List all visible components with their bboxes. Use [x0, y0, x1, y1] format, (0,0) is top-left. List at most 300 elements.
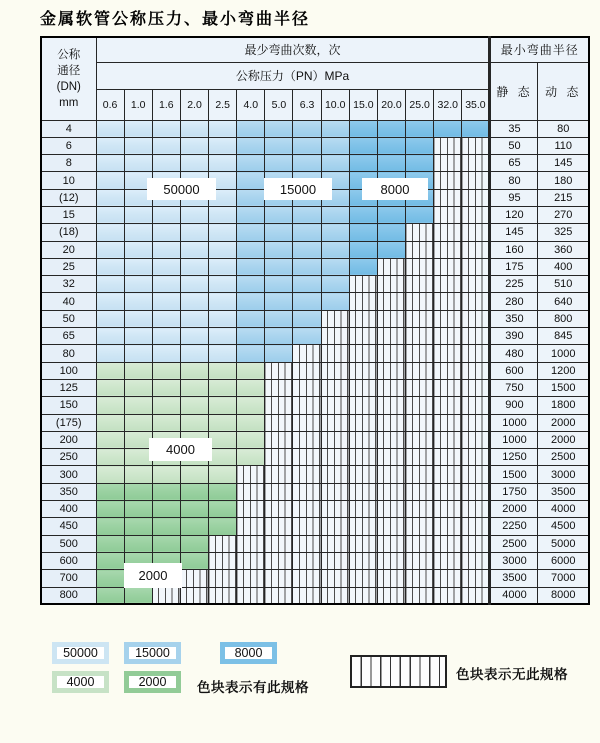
dynamic-radius-cell: 845 — [538, 328, 589, 345]
spec-available-cell — [377, 120, 405, 137]
dynamic-radius-cell: 2500 — [538, 449, 589, 466]
spec-available-cell — [180, 155, 208, 172]
no-spec-cell — [377, 552, 405, 569]
no-spec-cell — [462, 535, 490, 552]
no-spec-cell — [349, 276, 377, 293]
no-spec-cell — [265, 570, 293, 587]
header-pressure-value: 1.0 — [124, 89, 152, 120]
no-spec-cell — [434, 397, 462, 414]
no-spec-cell — [349, 535, 377, 552]
static-radius-cell: 160 — [490, 241, 538, 258]
no-spec-cell — [349, 328, 377, 345]
spec-available-cell — [152, 155, 180, 172]
table-row — [41, 379, 589, 396]
cycles-label-15000: 15000 — [264, 178, 332, 200]
spec-available-cell — [180, 293, 208, 310]
spec-available-cell — [349, 137, 377, 154]
spec-available-cell — [321, 137, 349, 154]
cycles-label-2000: 2000 — [124, 563, 182, 588]
no-spec-cell — [377, 449, 405, 466]
no-spec-cell — [265, 414, 293, 431]
static-radius-cell: 80 — [490, 172, 538, 189]
spec-available-cell — [293, 137, 321, 154]
spec-available-cell — [209, 120, 237, 137]
table-row — [41, 155, 589, 172]
spec-available-cell — [96, 172, 124, 189]
no-spec-cell — [406, 328, 434, 345]
table-row — [41, 535, 589, 552]
legend-value-50000: 50000 — [63, 646, 98, 660]
static-radius-cell: 900 — [490, 397, 538, 414]
table-row — [41, 258, 589, 275]
no-spec-cell — [406, 552, 434, 569]
spec-available-cell — [96, 120, 124, 137]
no-spec-cell — [462, 137, 490, 154]
spec-available-cell — [124, 276, 152, 293]
spec-available-cell — [237, 345, 265, 362]
dn-cell: 500 — [41, 535, 96, 552]
spec-available-cell — [237, 362, 265, 379]
no-spec-cell — [321, 518, 349, 535]
header-nominal-pressure: 公称压力（PN）MPa — [96, 62, 490, 89]
dynamic-radius-cell: 1800 — [538, 397, 589, 414]
no-spec-cell — [377, 518, 405, 535]
no-spec-cell — [462, 552, 490, 569]
dn-cell: 150 — [41, 397, 96, 414]
no-spec-cell — [349, 397, 377, 414]
no-spec-cell — [265, 552, 293, 569]
no-spec-cell — [265, 518, 293, 535]
no-spec-cell — [237, 570, 265, 587]
static-radius-cell: 50 — [490, 137, 538, 154]
no-spec-cell — [293, 431, 321, 448]
dn-cell: 700 — [41, 570, 96, 587]
spec-available-cell — [180, 466, 208, 483]
spec-available-cell — [406, 120, 434, 137]
table-row — [41, 310, 589, 327]
spec-available-cell — [209, 518, 237, 535]
legend-swatch-50000 — [52, 642, 109, 664]
dn-cell: 32 — [41, 276, 96, 293]
spec-available-cell — [293, 206, 321, 223]
dn-cell: 40 — [41, 293, 96, 310]
no-spec-cell — [349, 587, 377, 604]
spec-available-cell — [209, 155, 237, 172]
no-spec-cell — [321, 483, 349, 500]
no-spec-cell — [462, 328, 490, 345]
spec-available-cell — [293, 258, 321, 275]
table-row — [41, 276, 589, 293]
spec-available-cell — [265, 120, 293, 137]
no-spec-cell — [406, 293, 434, 310]
spec-available-cell — [209, 328, 237, 345]
no-spec-cell — [406, 501, 434, 518]
no-spec-cell — [434, 206, 462, 223]
header-pressure-value: 32.0 — [434, 89, 462, 120]
dn-cell: 400 — [41, 501, 96, 518]
no-spec-cell — [293, 535, 321, 552]
no-spec-cell — [462, 362, 490, 379]
dynamic-radius-cell: 5000 — [538, 535, 589, 552]
spec-available-cell — [152, 224, 180, 241]
spec-available-cell — [152, 362, 180, 379]
no-spec-cell — [321, 397, 349, 414]
dynamic-radius-cell: 1500 — [538, 379, 589, 396]
no-spec-cell — [406, 466, 434, 483]
no-spec-cell — [293, 570, 321, 587]
spec-available-cell — [124, 206, 152, 223]
spec-available-cell — [180, 501, 208, 518]
no-spec-cell — [406, 483, 434, 500]
table-row — [41, 483, 589, 500]
header-pressure-value: 20.0 — [377, 89, 405, 120]
spec-available-cell — [265, 206, 293, 223]
no-spec-cell — [321, 535, 349, 552]
dynamic-radius-cell: 510 — [538, 276, 589, 293]
static-radius-cell: 145 — [490, 224, 538, 241]
no-spec-cell — [209, 552, 237, 569]
no-spec-cell — [462, 397, 490, 414]
dynamic-radius-cell: 800 — [538, 310, 589, 327]
spec-available-cell — [237, 155, 265, 172]
spec-available-cell — [209, 293, 237, 310]
spec-available-cell — [237, 449, 265, 466]
spec-available-cell — [349, 224, 377, 241]
no-spec-cell — [462, 518, 490, 535]
static-radius-cell: 3000 — [490, 552, 538, 569]
spec-available-cell — [96, 535, 124, 552]
no-spec-cell — [434, 328, 462, 345]
spec-available-cell — [180, 137, 208, 154]
table-row — [41, 345, 589, 362]
legend-no-spec-swatch — [350, 655, 447, 688]
no-spec-cell — [462, 345, 490, 362]
no-spec-cell — [265, 379, 293, 396]
dn-cell: (18) — [41, 224, 96, 241]
no-spec-cell — [377, 310, 405, 327]
no-spec-cell — [321, 466, 349, 483]
spec-available-cell — [349, 241, 377, 258]
no-spec-cell — [434, 587, 462, 604]
table-row — [41, 518, 589, 535]
no-spec-cell — [406, 449, 434, 466]
dynamic-radius-cell: 360 — [538, 241, 589, 258]
spec-available-cell — [152, 345, 180, 362]
spec-available-cell — [237, 414, 265, 431]
spec-available-cell — [152, 241, 180, 258]
static-radius-cell: 280 — [490, 293, 538, 310]
dynamic-radius-cell: 80 — [538, 120, 589, 137]
no-spec-cell — [377, 587, 405, 604]
spec-available-cell — [209, 501, 237, 518]
spec-available-cell — [180, 120, 208, 137]
legend-value-15000: 15000 — [135, 646, 170, 660]
header-pressure-value: 35.0 — [462, 89, 490, 120]
spec-available-cell — [152, 276, 180, 293]
no-spec-cell — [377, 258, 405, 275]
no-spec-cell — [209, 535, 237, 552]
no-spec-cell — [321, 362, 349, 379]
spec-available-cell — [152, 120, 180, 137]
no-spec-cell — [406, 414, 434, 431]
table-row — [41, 397, 589, 414]
dn-cell: 800 — [41, 587, 96, 604]
spec-available-cell — [293, 276, 321, 293]
spec-available-cell — [124, 379, 152, 396]
spec-available-cell — [209, 362, 237, 379]
no-spec-cell — [293, 587, 321, 604]
static-radius-cell: 600 — [490, 362, 538, 379]
spec-available-cell — [209, 449, 237, 466]
header-pressure-value: 15.0 — [349, 89, 377, 120]
no-spec-cell — [265, 397, 293, 414]
no-spec-cell — [377, 431, 405, 448]
dn-cell: 4 — [41, 120, 96, 137]
no-spec-cell — [434, 258, 462, 275]
no-spec-cell — [321, 431, 349, 448]
legend-value-2000: 2000 — [138, 675, 167, 689]
dynamic-radius-cell: 145 — [538, 155, 589, 172]
spec-available-cell — [293, 120, 321, 137]
spec-available-cell — [265, 345, 293, 362]
no-spec-cell — [462, 379, 490, 396]
spec-available-cell — [237, 379, 265, 396]
static-radius-cell: 1000 — [490, 431, 538, 448]
no-spec-cell — [293, 362, 321, 379]
dynamic-radius-cell: 3500 — [538, 483, 589, 500]
spec-available-cell — [237, 189, 265, 206]
static-radius-cell: 1250 — [490, 449, 538, 466]
spec-available-cell — [124, 310, 152, 327]
spec-available-cell — [293, 155, 321, 172]
no-spec-cell — [321, 328, 349, 345]
table-row — [41, 501, 589, 518]
spec-available-cell — [180, 276, 208, 293]
no-spec-cell — [434, 379, 462, 396]
table-row — [41, 120, 589, 137]
no-spec-cell — [462, 431, 490, 448]
spec-available-cell — [237, 241, 265, 258]
dynamic-radius-cell: 215 — [538, 189, 589, 206]
no-spec-cell — [237, 552, 265, 569]
no-spec-cell — [434, 276, 462, 293]
spec-available-cell — [152, 397, 180, 414]
spec-available-cell — [180, 258, 208, 275]
spec-available-cell — [180, 379, 208, 396]
dynamic-radius-cell: 4000 — [538, 501, 589, 518]
no-spec-cell — [377, 483, 405, 500]
legend-swatch-4000 — [52, 671, 109, 693]
no-spec-cell — [462, 501, 490, 518]
static-radius-cell: 2500 — [490, 535, 538, 552]
no-spec-cell — [293, 414, 321, 431]
cycles-label-8000: 8000 — [362, 178, 428, 200]
spec-available-cell — [237, 172, 265, 189]
header-pressure-value: 6.3 — [293, 89, 321, 120]
spec-available-cell — [152, 206, 180, 223]
spec-available-cell — [377, 241, 405, 258]
header-static: 静 态 — [490, 62, 538, 120]
spec-available-cell — [209, 431, 237, 448]
no-spec-cell — [377, 466, 405, 483]
dynamic-radius-cell: 6000 — [538, 552, 589, 569]
static-radius-cell: 390 — [490, 328, 538, 345]
spec-available-cell — [152, 414, 180, 431]
no-spec-cell — [237, 518, 265, 535]
dn-cell: 450 — [41, 518, 96, 535]
no-spec-cell — [406, 362, 434, 379]
table-row — [41, 293, 589, 310]
dn-cell: 600 — [41, 552, 96, 569]
spec-available-cell — [321, 276, 349, 293]
spec-available-cell — [237, 258, 265, 275]
table-row — [41, 449, 589, 466]
no-spec-cell — [462, 466, 490, 483]
dynamic-radius-cell: 7000 — [538, 570, 589, 587]
static-radius-cell: 1500 — [490, 466, 538, 483]
no-spec-cell — [434, 518, 462, 535]
no-spec-cell — [209, 587, 237, 604]
spec-available-cell — [152, 501, 180, 518]
spec-available-cell — [152, 379, 180, 396]
page-title: 金属软管公称压力、最小弯曲半径 — [40, 11, 311, 28]
no-spec-cell — [406, 587, 434, 604]
spec-available-cell — [124, 241, 152, 258]
dynamic-radius-cell: 8000 — [538, 587, 589, 604]
no-spec-cell — [349, 483, 377, 500]
spec-available-cell — [124, 466, 152, 483]
no-spec-cell — [321, 345, 349, 362]
spec-available-cell — [180, 397, 208, 414]
dn-cell: 350 — [41, 483, 96, 500]
spec-available-cell — [124, 535, 152, 552]
dn-cell: 65 — [41, 328, 96, 345]
spec-available-cell — [96, 224, 124, 241]
spec-available-cell — [96, 552, 124, 569]
static-radius-cell: 750 — [490, 379, 538, 396]
spec-available-cell — [124, 362, 152, 379]
spec-available-cell — [96, 570, 124, 587]
no-spec-cell — [265, 466, 293, 483]
no-spec-cell — [349, 362, 377, 379]
no-spec-cell — [406, 310, 434, 327]
table-row — [41, 414, 589, 431]
dynamic-radius-cell: 400 — [538, 258, 589, 275]
no-spec-cell — [293, 501, 321, 518]
header-pressure-value: 1.6 — [152, 89, 180, 120]
no-spec-cell — [265, 535, 293, 552]
spec-available-cell — [180, 328, 208, 345]
no-spec-cell — [349, 379, 377, 396]
no-spec-cell — [462, 206, 490, 223]
spec-available-cell — [209, 483, 237, 500]
static-radius-cell: 175 — [490, 258, 538, 275]
no-spec-cell — [462, 414, 490, 431]
table-row — [41, 241, 589, 258]
no-spec-cell — [349, 570, 377, 587]
spec-available-cell — [265, 224, 293, 241]
spec-available-cell — [96, 518, 124, 535]
no-spec-cell — [462, 483, 490, 500]
spec-available-cell — [96, 587, 124, 604]
spec-available-cell — [462, 120, 490, 137]
no-spec-cell — [321, 414, 349, 431]
dn-cell: (12) — [41, 189, 96, 206]
no-spec-cell — [349, 345, 377, 362]
spec-available-cell — [180, 414, 208, 431]
spec-available-cell — [237, 293, 265, 310]
no-spec-cell — [349, 501, 377, 518]
spec-available-cell — [124, 397, 152, 414]
spec-available-cell — [180, 206, 208, 223]
spec-available-cell — [209, 397, 237, 414]
no-spec-cell — [434, 224, 462, 241]
spec-available-cell — [96, 155, 124, 172]
spec-available-cell — [293, 224, 321, 241]
header-dynamic: 动 态 — [538, 62, 589, 120]
spec-available-cell — [321, 258, 349, 275]
no-spec-cell — [321, 570, 349, 587]
no-spec-cell — [406, 518, 434, 535]
no-spec-cell — [434, 449, 462, 466]
spec-available-cell — [96, 414, 124, 431]
spec-available-cell — [209, 345, 237, 362]
no-spec-cell — [462, 587, 490, 604]
no-spec-cell — [349, 466, 377, 483]
no-spec-cell — [377, 345, 405, 362]
no-spec-cell — [462, 172, 490, 189]
no-spec-cell — [434, 189, 462, 206]
spec-available-cell — [377, 137, 405, 154]
spec-available-cell — [237, 328, 265, 345]
spec-available-cell — [124, 345, 152, 362]
no-spec-cell — [293, 466, 321, 483]
no-spec-cell — [434, 345, 462, 362]
no-spec-cell — [265, 501, 293, 518]
spec-available-cell — [209, 310, 237, 327]
no-spec-cell — [293, 397, 321, 414]
no-spec-cell — [406, 570, 434, 587]
no-spec-cell — [406, 258, 434, 275]
spec-table — [40, 36, 590, 605]
spec-available-cell — [96, 293, 124, 310]
spec-available-cell — [349, 155, 377, 172]
spec-available-cell — [96, 501, 124, 518]
spec-available-cell — [152, 258, 180, 275]
spec-available-cell — [152, 483, 180, 500]
no-spec-cell — [293, 483, 321, 500]
no-spec-cell — [434, 552, 462, 569]
spec-available-cell — [96, 431, 124, 448]
no-spec-cell — [377, 328, 405, 345]
header-dn-line4: mm — [59, 96, 79, 109]
cycles-label-4000: 4000 — [149, 438, 212, 461]
no-spec-cell — [462, 293, 490, 310]
dynamic-radius-cell: 3000 — [538, 466, 589, 483]
legend-value-4000: 4000 — [66, 675, 95, 689]
static-radius-cell: 1000 — [490, 414, 538, 431]
dn-cell: 8 — [41, 155, 96, 172]
spec-available-cell — [237, 224, 265, 241]
no-spec-cell — [377, 293, 405, 310]
spec-available-cell — [124, 328, 152, 345]
header-pressure-value: 2.5 — [209, 89, 237, 120]
spec-available-cell — [237, 276, 265, 293]
table-row — [41, 466, 589, 483]
dynamic-radius-cell: 2000 — [538, 431, 589, 448]
dynamic-radius-cell: 4500 — [538, 518, 589, 535]
spec-available-cell — [152, 310, 180, 327]
